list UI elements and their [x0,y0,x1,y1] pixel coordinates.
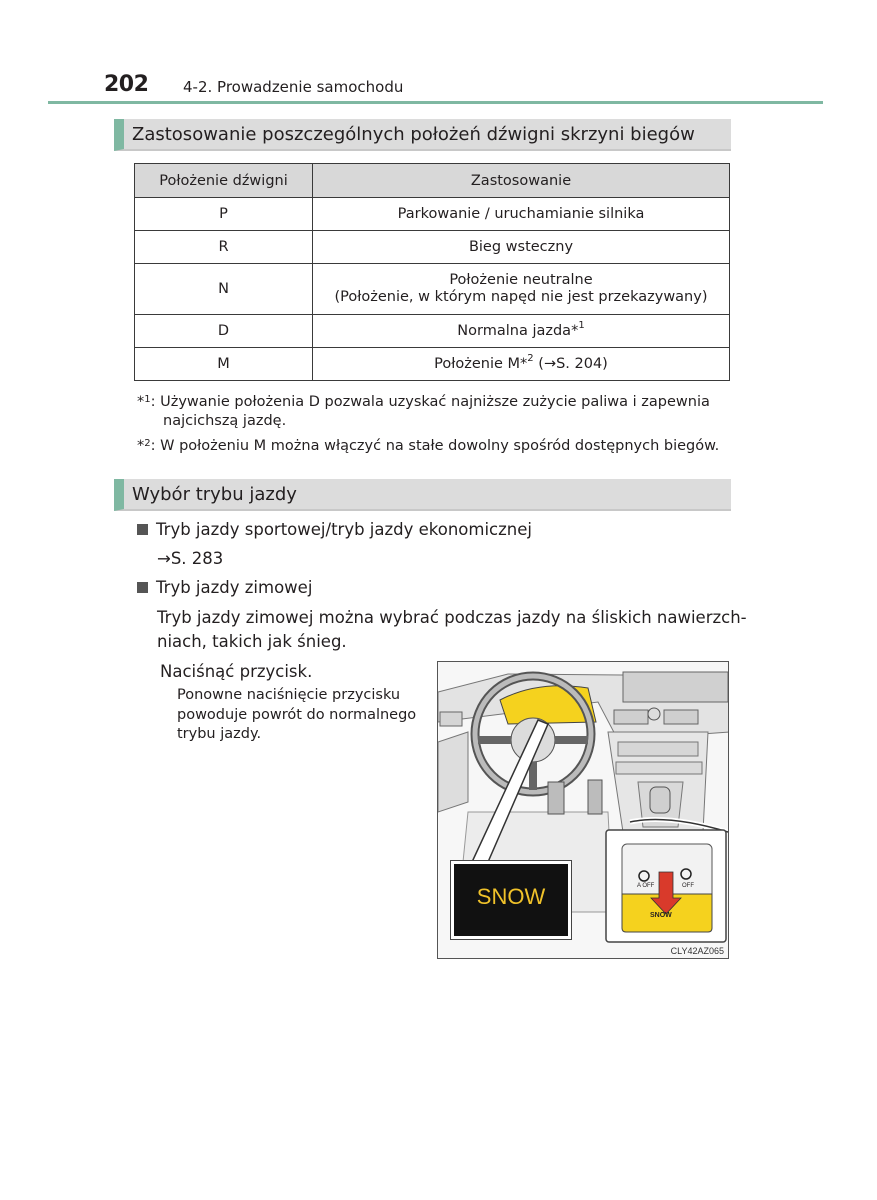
footnote-ref: 2 [527,353,534,364]
subheading-snow-mode [137,578,312,597]
bullet-square-icon [137,582,148,593]
footnote-mark: * [137,394,145,410]
table-row [135,348,730,381]
gear-position-cell: P [135,198,313,231]
usage-line: (Położenie, w którym napęd nie jest przekazywany) [334,289,708,305]
snow-indicator-text: SNOW [476,884,546,909]
footnote-2 [137,437,737,456]
footnote-ref: 1 [578,320,585,331]
instruction-text: Naciśnąć przycisk. [160,662,313,681]
table-row [135,231,730,264]
multi-info-display [451,861,571,939]
gear-position-cell: M [135,348,313,381]
dashboard-illustration [437,661,729,959]
table-row [135,315,730,348]
note-text [177,686,416,745]
subheading-text: Tryb jazdy sportowej/tryb jazdy ekonomicznej [156,520,532,539]
footnote-text: najcichszą jazdę. [163,413,287,429]
usage-cell [313,348,730,381]
footnote-text: : Używanie położenia D pozwala uzyskać najniższe zużycie paliwa i zapewnia [150,394,710,410]
gear-position-cell: D [135,315,313,348]
section-heading-gear-positions [114,119,731,151]
vsc-off-icon-label: A OFF [637,883,655,889]
snow-button-label: SNOW [650,912,672,919]
paragraph-line: Tryb jazdy zimowej można wybrać podczas jazdy na śliskich nawierzch- [157,608,747,627]
column-header: Zastosowanie [313,164,730,198]
section-heading-drive-mode [114,479,731,511]
footnote-mark: * [520,356,528,372]
table-row [135,264,730,315]
paragraph [157,606,747,654]
page-reference: →S. 283 [157,549,224,568]
footnote-number: 1 [144,394,151,405]
section-title: Zastosowanie poszczególnych położeń dźwigni skrzyni biegów [132,124,695,145]
page-number: 202 [104,72,149,97]
page-reference: (→S. 204) [533,356,608,372]
footnote-number: 2 [144,438,151,449]
chapter-title: 4-2. Prowadzenie samochodu [183,78,404,96]
subheading-sport-eco [137,520,532,539]
section-title: Wybór trybu jazdy [132,484,297,505]
usage-cell: Bieg wsteczny [313,231,730,264]
note-line: trybu jazdy. [177,726,262,742]
usage-cell: Parkowanie / uruchamianie silnika [313,198,730,231]
footnote-mark: * [571,323,579,339]
table-row [135,198,730,231]
note-line: Ponowne naciśnięcie przycisku [177,687,401,703]
traction-off-icon-label: OFF [682,883,694,889]
gear-position-cell: R [135,231,313,264]
table-header-row [135,164,730,198]
note-line: powoduje powrót do normalnego [177,706,417,723]
usage-cell [313,315,730,348]
footnote-text: : W położeniu M można włączyć na stałe dowolny spośród dostępnych biegów. [150,438,720,454]
usage-cell [313,264,730,315]
usage-line: Położenie neutralne [449,272,593,288]
paragraph-line: niach, takich jak śnieg. [157,632,347,651]
gear-position-cell: N [135,264,313,315]
header-rule [48,101,823,104]
column-header: Położenie dźwigni [135,164,313,198]
footnote-mark: * [137,438,145,454]
gear-position-table [134,163,730,381]
usage-text: Normalna jazda [457,323,572,339]
illustration-code: CLY42AZ065 [670,946,724,956]
subheading-text: Tryb jazdy zimowej [156,578,313,597]
usage-text: Położenie M [434,356,521,372]
bullet-square-icon [137,524,148,535]
footnote-1 [137,393,737,431]
